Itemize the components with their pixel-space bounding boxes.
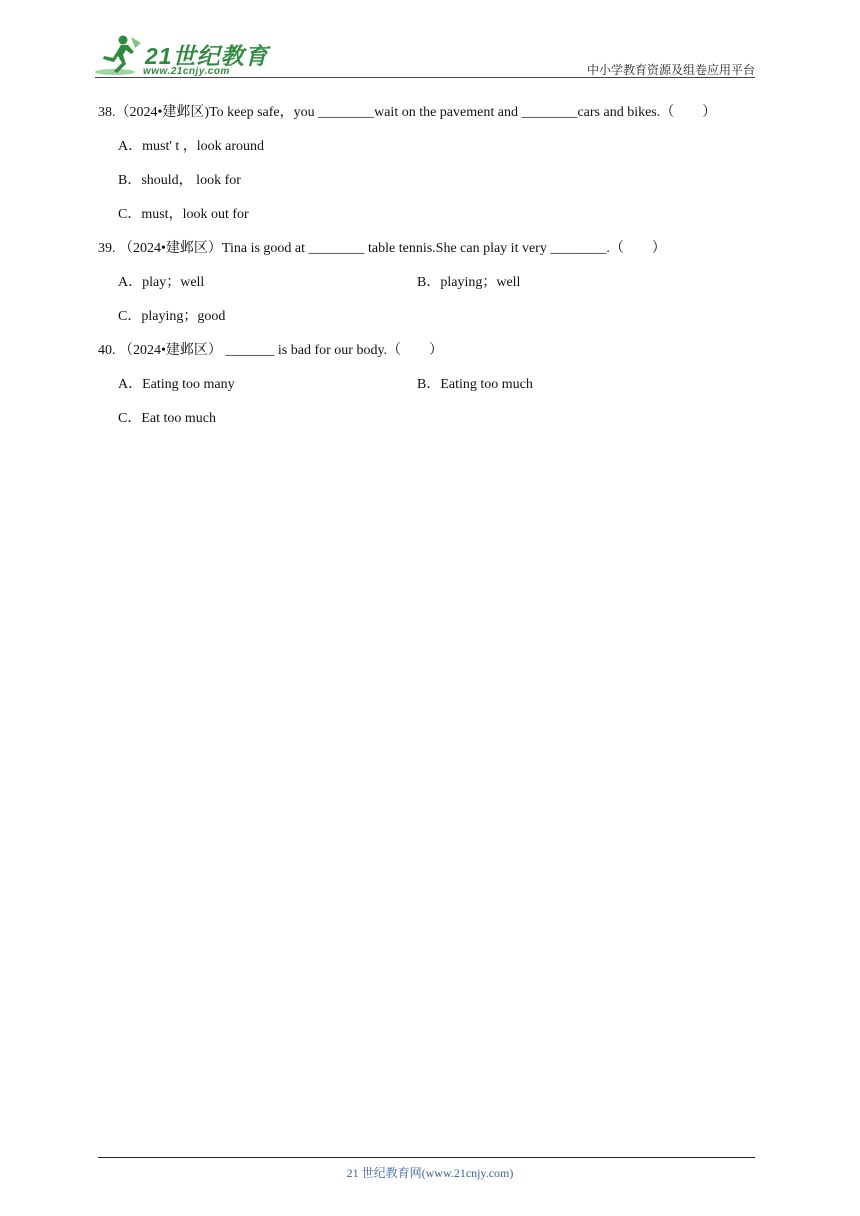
option-row: [98, 171, 764, 191]
footer-source-link[interactable]: 21 世纪教育网(www.21cnjy.com): [346, 1166, 514, 1180]
header-divider: [95, 77, 755, 78]
option-row: [98, 205, 764, 225]
option-row: [98, 375, 764, 395]
runner-logo-icon: [95, 34, 145, 78]
option-row: [98, 273, 764, 293]
logo: [95, 34, 269, 78]
logo-title: 21世纪教育: [145, 43, 269, 69]
option-a: A．Eating too many: [118, 377, 235, 392]
option-c: C．must，look out for: [118, 207, 249, 222]
option-row: [98, 409, 764, 429]
option-b: B．playing；well: [417, 275, 521, 290]
logo-url: www.21cnjy.com: [143, 66, 230, 77]
page-header: [95, 30, 755, 80]
question-40: 40. （2024•建邺区） _______ is bad for our body.（ ）: [98, 343, 444, 358]
option-b: B．should， look for: [118, 173, 241, 188]
option-row: [98, 137, 764, 157]
option-a: A．must' t ，look around: [118, 139, 265, 154]
question-list: [98, 103, 764, 429]
option-a: A．play；well: [118, 275, 205, 290]
option-b: B．Eating too much: [417, 377, 533, 392]
question-38: 38.（2024•建邺区)To keep safe，you ________wait on the pavement and ________cars and bikes.（ ）: [98, 105, 717, 120]
header-platform-label: 中小学教育资源及组卷应用平台: [586, 63, 755, 77]
option-c: C．playing；good: [118, 309, 226, 324]
option-row: [98, 307, 764, 327]
option-c: C．Eat too much: [118, 411, 216, 426]
footer-divider: [98, 1157, 755, 1158]
question-39: 39. （2024•建邺区）Tina is good at ________ table tennis.She can play it very ________.（ ）: [98, 241, 666, 256]
